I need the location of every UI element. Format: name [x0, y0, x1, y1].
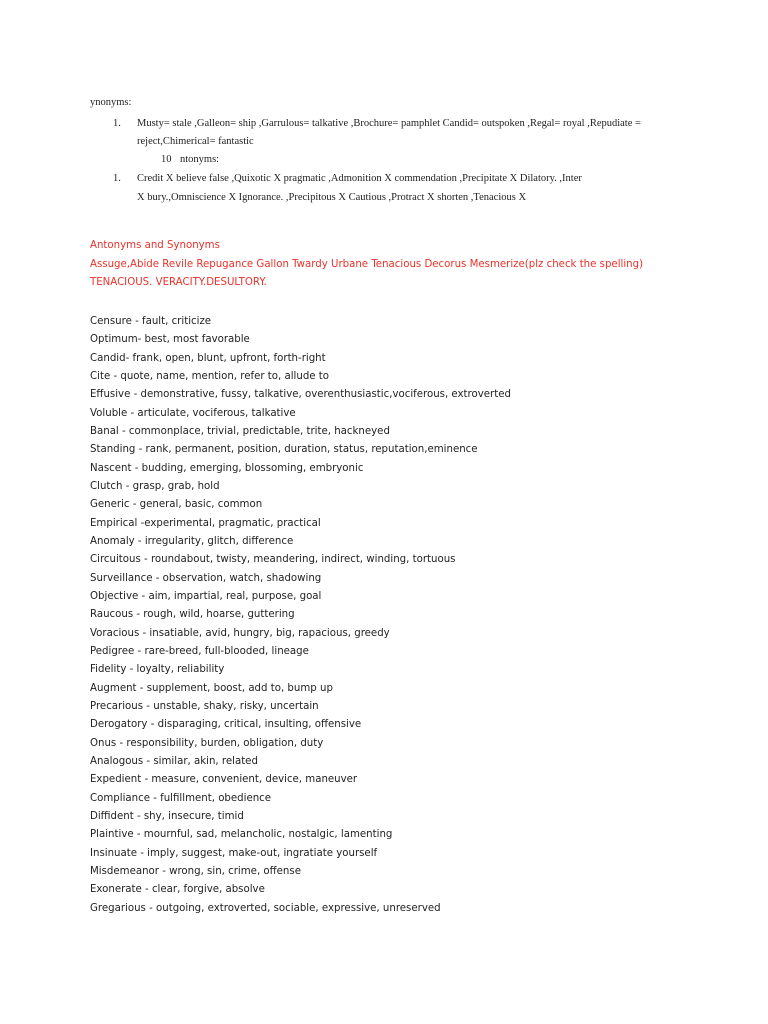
list-item: Censure - fault, criticize	[90, 316, 212, 327]
list-item: Augment - supplement, boost, add to, bump up	[90, 682, 333, 694]
list-item: Onus - responsibility, burden, obligation, duty	[90, 737, 324, 749]
antonyms-heading: ntonyms:	[180, 154, 220, 165]
list-item: Objective - aim, impartial, real, purpose, goal	[90, 590, 322, 602]
list-item: Voracious - insatiable, avid, hungry, big, rapacious, greedy	[90, 627, 390, 639]
list-item: Fidelity - loyalty, reliability	[90, 664, 225, 676]
red-section-title: Antonyms and Synonyms	[90, 240, 220, 251]
list-item: Circuitous - roundabout, twisty, meandering, indirect, winding, tortuous	[90, 554, 456, 566]
synonym-item-line-1: Musty= stale ,Galleon= ship ,Garrulous= talkative ,Brochure= pamphlet Candid= outspoken ,Regal= royal ,Repudiate =	[137, 118, 641, 129]
list-item: Surveillance - observation, watch, shadowing	[90, 572, 322, 584]
list-item: Misdemeanor - wrong, sin, crime, offense	[90, 865, 301, 877]
synonyms-heading: ynonyms:	[90, 97, 132, 108]
antonym-item-number: 1.	[113, 173, 121, 184]
synonym-item-number: 1.	[113, 118, 121, 129]
list-item: Nascent - budding, emerging, blossoming, embryonic	[90, 462, 364, 474]
list-item: Candid- frank, open, blunt, upfront, forth-right	[90, 352, 326, 364]
antonym-item-line-2: X bury.,Omniscience X Ignorance. ,Precipitous X Cautious ,Protract X shorten ,Tenacious X	[137, 192, 527, 203]
list-item: Voluble - articulate, vociferous, talkative	[90, 407, 296, 419]
list-item: Insinuate - imply, suggest, make-out, ingratiate yourself	[90, 847, 378, 859]
list-item: Effusive - demonstrative, fussy, talkative, overenthusiastic,vociferous, extroverted	[90, 389, 511, 401]
list-item: Anomaly - irregularity, glitch, difference	[90, 535, 294, 547]
list-item: Optimum- best, most favorable	[90, 334, 250, 346]
list-item: Pedigree - rare-breed, full-blooded, lineage	[90, 645, 309, 657]
list-item: Standing - rank, permanent, position, duration, status, reputation,eminence	[90, 444, 478, 456]
antonyms-heading-number: 10	[161, 154, 172, 165]
synonym-item-line-2: reject,Chimerical= fantastic	[137, 136, 254, 147]
list-item: Derogatory - disparaging, critical, insulting, offensive	[90, 719, 362, 731]
list-item: Gregarious - outgoing, extroverted, sociable, expressive, unreserved	[90, 902, 441, 914]
list-item: Compliance - fulfillment, obedience	[90, 792, 272, 804]
list-item: Exonerate - clear, forgive, absolve	[90, 884, 265, 896]
list-item: Precarious - unstable, shaky, risky, uncertain	[90, 700, 319, 712]
list-item: Generic - general, basic, common	[90, 499, 263, 511]
list-item: Plaintive - mournful, sad, melancholic, nostalgic, lamenting	[90, 829, 393, 841]
synonym-word-list	[90, 313, 511, 918]
red-section-capitals: TENACIOUS. VERACITY.DESULTORY.	[90, 277, 267, 288]
list-item: Clutch - grasp, grab, hold	[90, 480, 220, 492]
red-section-word-list: Assuge,Abide Revile Repugance Gallon Twardy Urbane Tenacious Decorus Mesmerize(plz check the spelling)	[90, 259, 644, 270]
list-item: Diffident - shy, insecure, timid	[90, 810, 244, 822]
list-item: Analogous - similar, akin, related	[90, 755, 258, 767]
list-item: Banal - commonplace, trivial, predictable, trite, hackneyed	[90, 425, 390, 437]
list-item: Raucous - rough, wild, hoarse, guttering	[90, 609, 295, 621]
list-item: Expedient - measure, convenient, device, maneuver	[90, 774, 358, 786]
list-item: Cite - quote, name, mention, refer to, allude to	[90, 370, 330, 382]
antonym-item-line-1: Credit X believe false ,Quixotic X pragmatic ,Admonition X commendation ,Precipitate X Dilatory. ,Inter	[137, 173, 582, 184]
list-item: Empirical -experimental, pragmatic, practical	[90, 517, 321, 529]
